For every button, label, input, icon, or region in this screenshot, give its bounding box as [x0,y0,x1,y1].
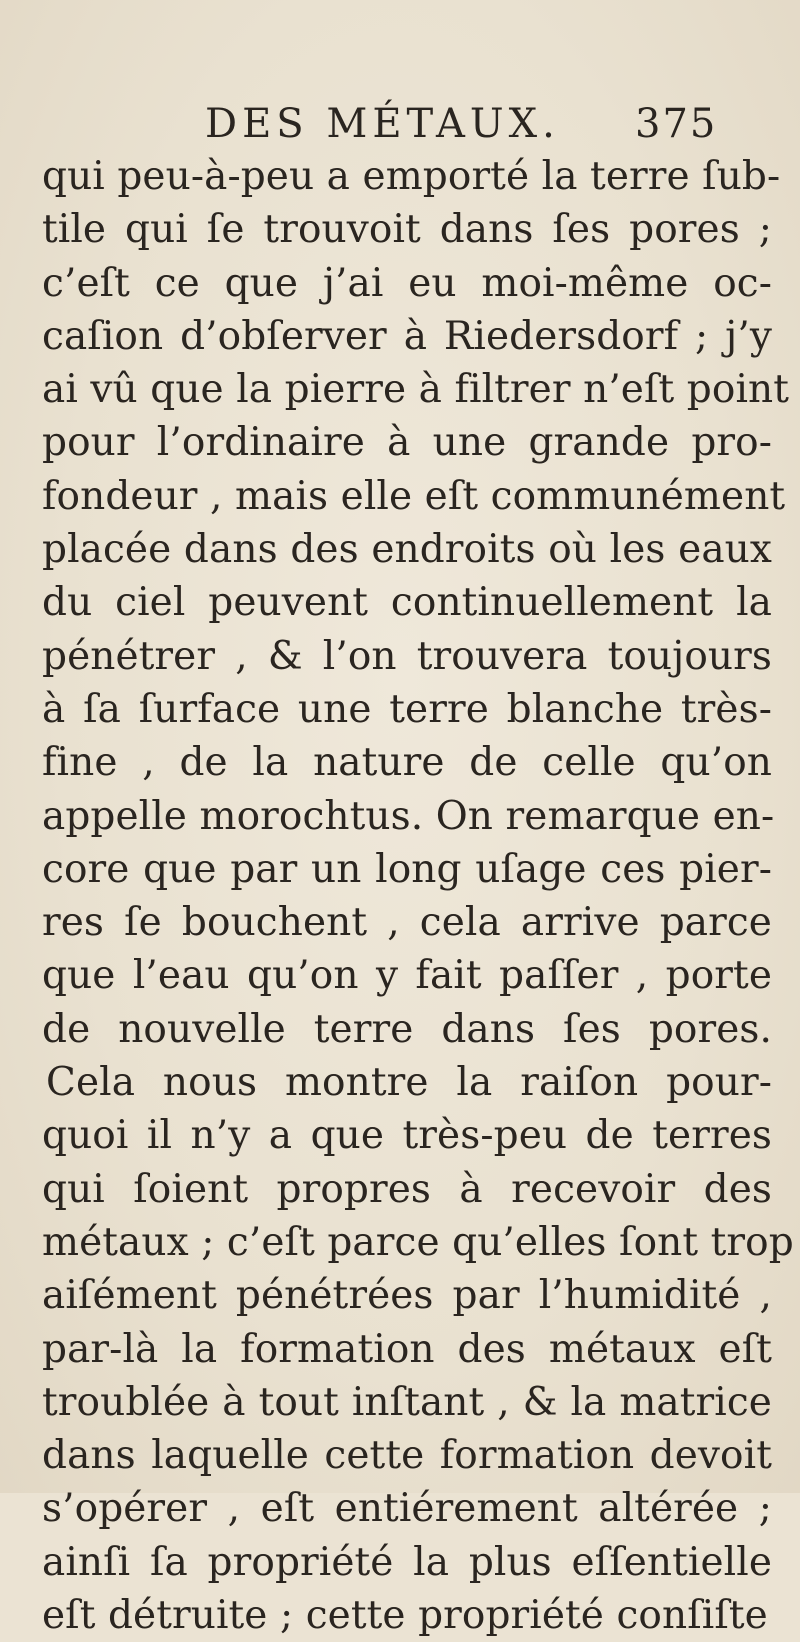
text-line: qui peu-à-peu a emporté la terre ſub- [42,154,781,199]
running-title: DES MÉTAUX. [205,101,560,147]
text-line: ainſi ſa propriété la plus eſſentielle [42,1539,772,1585]
body-text [42,150,794,1642]
text-line: par-là la formation des métaux eſt [42,1326,772,1372]
text-line: caſion d’obſerver à Riedersdorf ; j’y [42,313,772,359]
text-line: aiſément pénétrées par l’humidité , [42,1273,772,1319]
page-header [205,96,765,152]
text-line: ai vû que la pierre à filtrer n’eſt point [42,367,790,413]
text-line: core que par un long uſage ces pier- [42,846,772,892]
text-line: eſt détruite ; cette propriété conſiſte [42,1593,768,1639]
text-line: quoi il n’y a que très-peu de terres [42,1113,772,1159]
text-line: troublée à tout inſtant , & la matrice [42,1379,772,1425]
text-line: qui ſoient propres à recevoir des [42,1166,772,1212]
text-line: fondeur , mais elle eſt communément [42,473,786,519]
text-line: métaux ; c’eſt parce qu’elles ſont trop [42,1219,794,1265]
page-number: 375 [635,101,718,147]
text-line: res ſe bouchent , cela arrive parce [42,900,772,946]
text-line: pour l’ordinaire à une grande pro- [42,420,772,466]
text-line: tile qui ſe trouvoit dans ſes pores ; [42,207,772,253]
text-line: à ſa ſurface une terre blanche très- [42,686,772,732]
text-line: que l’eau qu’on y fait paſſer , porte [42,953,772,999]
text-line: dans laquelle cette formation devoit [42,1433,772,1479]
text-line: s’opérer , eſt entiérement altérée ; [42,1486,772,1532]
text-line: de nouvelle terre dans ſes pores. [42,1006,772,1052]
text-line: appelle morochtus. On remarque en- [42,793,775,839]
text-line: c’eſt ce que j’ai eu moi-même oc- [42,260,772,306]
text-line: Cela nous montre la raiſon pour- [46,1060,772,1106]
text-line: fine , de la nature de celle qu’on [42,740,772,786]
text-line: placée dans des endroits où les eaux [42,527,772,573]
text-line: pénétrer , & l’on trouvera toujours [42,633,772,679]
text-line: du ciel peuvent continuellement la [42,580,772,626]
